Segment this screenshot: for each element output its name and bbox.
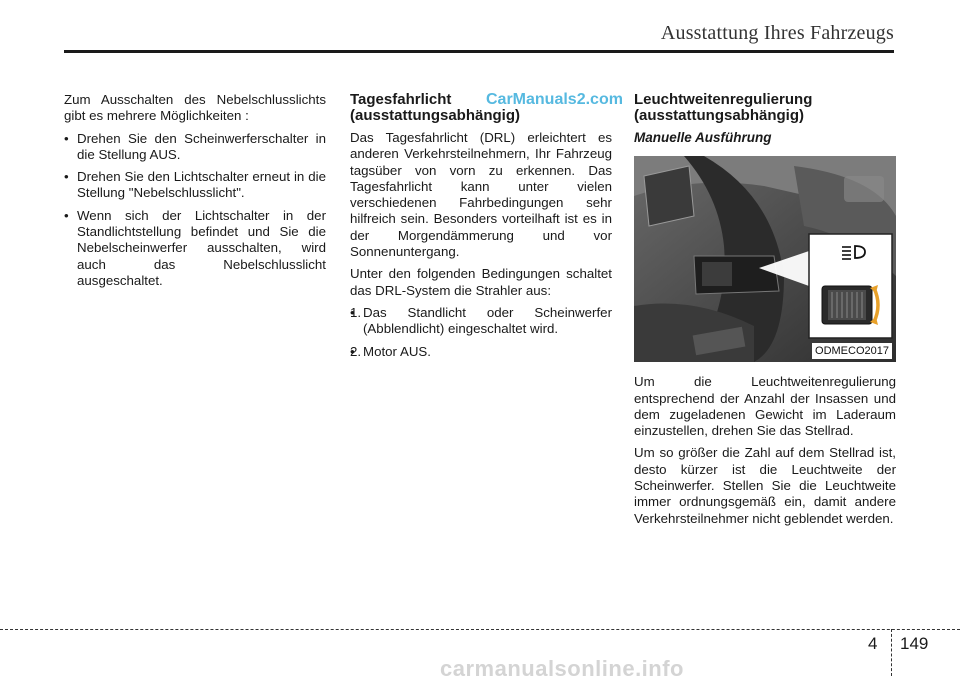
list-number: • 1. [350,304,362,320]
site-watermark-link[interactable]: carmanualsonline.info [440,656,684,681]
page-number: 149 [900,634,929,653]
bullet-item: • Drehen Sie den Scheinwerferschalter in die Stellung AUS. [64,131,326,164]
list-item [350,305,612,338]
column-2 [350,92,612,366]
dial-wheel-icon [820,282,882,332]
leveling-paragraph-1: Um die Leuchtweitenregulierung entsprechend der Anzahl der Insassen und dem zugeladenen Gewicht im Laderaum einzustellen, drehen Sie das Stellrad. [634,374,896,439]
footer-separator [891,629,892,676]
bullet-item: • Wenn sich der Lichtschalter in der Standlichtstellung befindet und Sie die Nebelscheinwerfer ausschalten, wird auch das Nebelschlusslicht ausgeschaltet. [64,208,326,289]
heading-line-1: Tagesfahrlicht [350,91,452,108]
heading-line-2: (ausstattungsabhängig) [350,107,521,124]
list-number: • 2. [350,343,362,359]
bullet-list [64,131,326,290]
list-item [350,344,612,360]
figure-caption: ODMECO2017 [812,343,892,359]
heading-line-1: Leuchtweitenregulierung [634,91,813,108]
section-heading-leveling [634,92,896,124]
bullet-item: • Drehen Sie den Lichtschalter erneut in die Stellung "Nebelschlusslicht". [64,169,326,202]
page-header-title: Ausstattung Ihres Fahrzeugs [660,22,894,44]
drl-paragraph-2: Unter den folgenden Bedingungen schaltet das DRL-System die Strahler aus: [350,266,612,298]
heading-line-2: (ausstattungsabhängig) [634,107,805,124]
drl-paragraph-1: Das Tagesfahrlicht (DRL) erleichtert es anderen Verkehrsteilnehmern, Ihr Fahrzeug tagsüber von vorn zu erkennen. Das Tagesfahrlicht kann unter vielen verschiedenen Fahrbedingungen sehr hilfreich sein. Besonders vorteilhaft ist es in der Morgendämmerung und vor Sonnenuntergang. [350,130,612,260]
leveling-paragraph-2: Um so größer die Zahl auf dem Stellrad ist, desto kürzer ist die Leuchtweite der Scheinwerfer. Stellen Sie die Leuchtweite immer ordnungsgemäß ein, damit andere Verkehrsteilnehmer nicht geblendet werden. [634,445,896,526]
chapter-number: 4 [868,634,878,653]
list-text: Das Standlicht oder Scheinwerfer (Abblendlicht) eingeschaltet wird. [363,304,612,337]
watermark-link[interactable]: CarManuals2.com [486,91,623,108]
footer-rule [0,629,960,630]
column-1 [64,92,326,295]
header-rule [64,50,894,53]
headlamp-level-icon [839,242,867,266]
list-text: Motor AUS. [363,343,431,359]
intro-paragraph: Zum Ausschalten des Nebelschlusslichts gibt es mehrere Möglichkeiten : [64,92,326,124]
numbered-list [350,305,612,360]
dashboard-photo [634,156,896,362]
column-3 [634,92,896,533]
subheading-manual: Manuelle Ausführung [634,130,772,145]
